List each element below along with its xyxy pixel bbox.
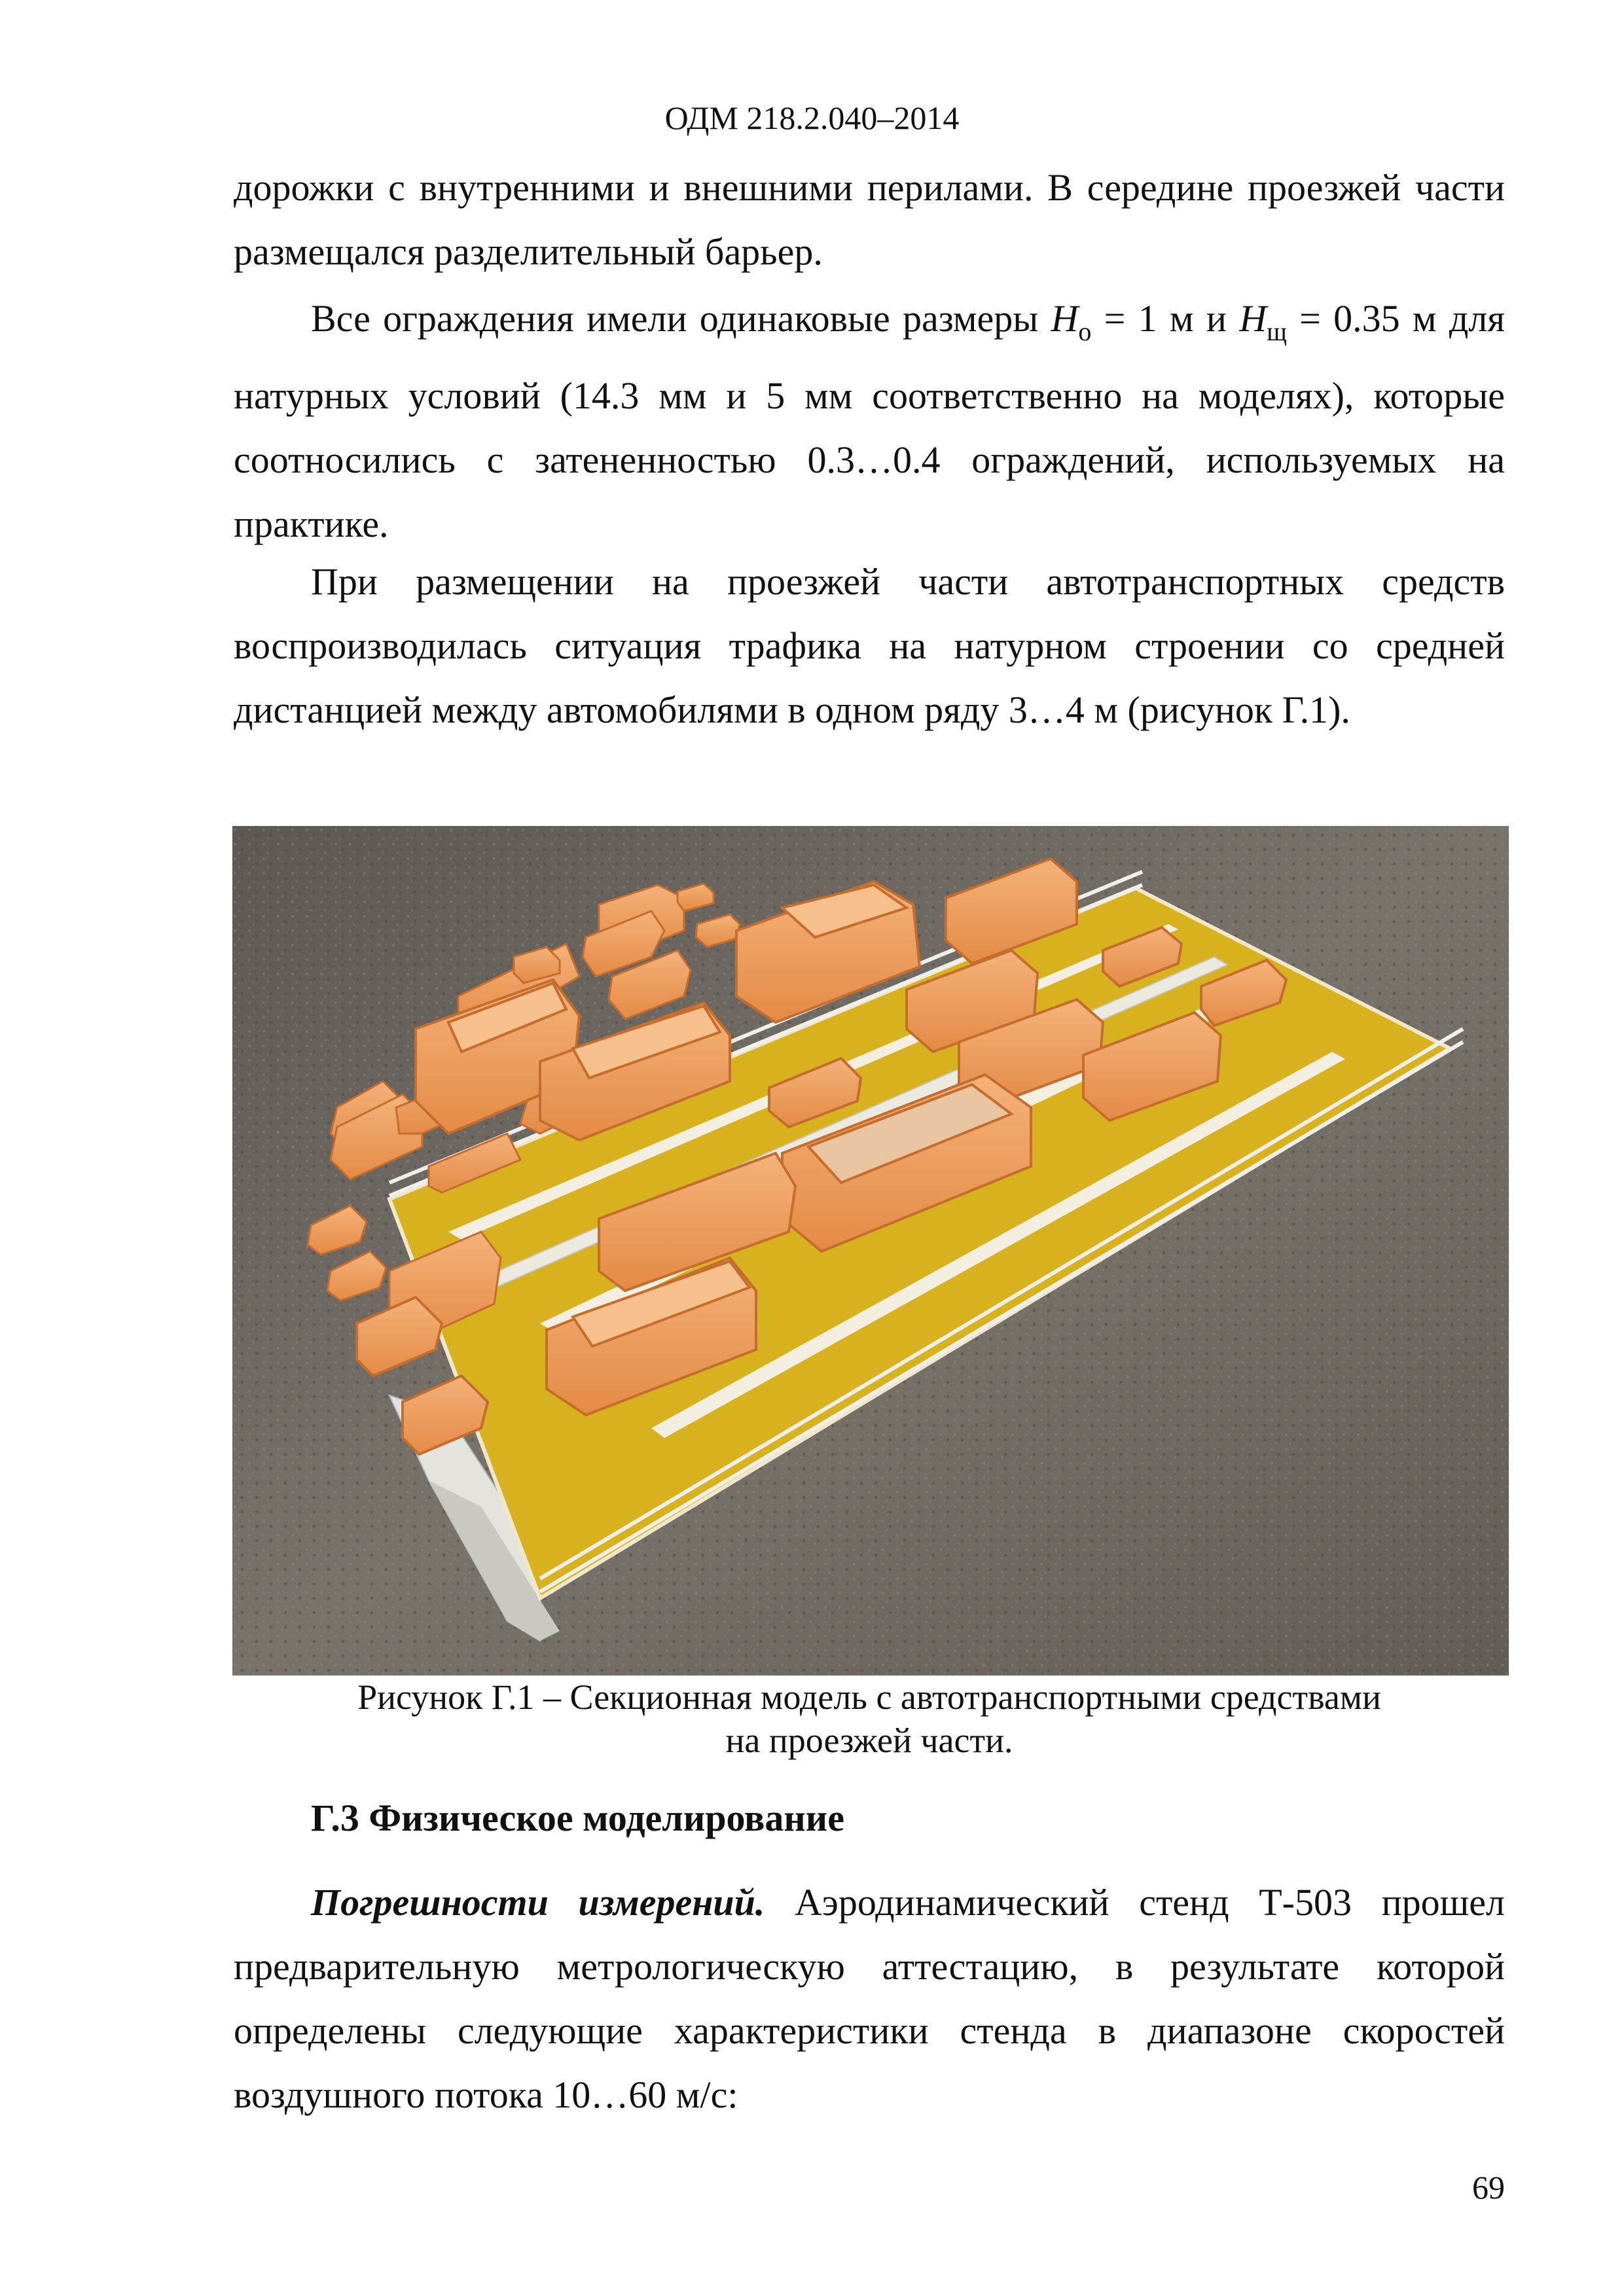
section-model-photo	[232, 826, 1509, 1676]
document-header: ОДМ 218.2.040–2014	[664, 99, 960, 136]
page-number: 69	[1472, 2169, 1505, 2206]
paragraph-2-block	[234, 287, 1505, 556]
paragraph-continuation	[234, 156, 1505, 284]
h-sch-symbol: H	[1239, 297, 1267, 340]
section-heading: Г.3 Физическое моделирование	[311, 1797, 844, 1839]
figure-caption	[234, 1676, 1505, 1762]
h-o-symbol: H	[1051, 297, 1079, 340]
paragraph-3-block	[234, 550, 1505, 742]
figure-caption-line-2: на проезжей части.	[725, 1721, 1013, 1760]
paragraph-4	[234, 1871, 1505, 2127]
figure-caption-line-1: Рисунок Г.1 – Секционная модель с автотранспортными средствами	[357, 1677, 1381, 1717]
paragraph-3: При размещении на проезжей части автотранспортных средств воспроизводилась ситуация трафика на натурном строении со средней дистанцией между автомобилями в одном ряду 3…4 м (рисунок Г.1).	[234, 560, 1505, 731]
paragraph-4-lead: Погрешности измерений.	[311, 1881, 765, 1924]
paragraph-4-block	[234, 1871, 1505, 2127]
h-o-value: = 1 м и	[1091, 297, 1240, 340]
h-o-subscript: o	[1078, 317, 1092, 346]
paragraph-2-text-before: Все ограждения имели одинаковые размеры	[311, 297, 1051, 340]
h-sch-subscript: щ	[1267, 317, 1287, 346]
paragraph-1: дорожки с внутренними и внешними перилами. В середине проезжей части размещался разделительный барьер.	[234, 166, 1505, 273]
h-sch-value: = 0.35 м	[1286, 297, 1437, 340]
paragraph-4-text: Аэродинамический стенд Т-503 прошел предварительную метрологическую аттестацию, в результате которой определены следующие характеристики стенда в диапазоне скоростей воздушного потока 10…60 м/с:	[234, 1881, 1505, 2116]
paragraph-2-text-after: для натурных условий (14.3 мм и 5 мм соответственно на моделях), которые соотносились с затененностью 0.3…0.4 ограждений, используемых на практике.	[234, 297, 1506, 545]
paragraph-2	[234, 287, 1505, 556]
